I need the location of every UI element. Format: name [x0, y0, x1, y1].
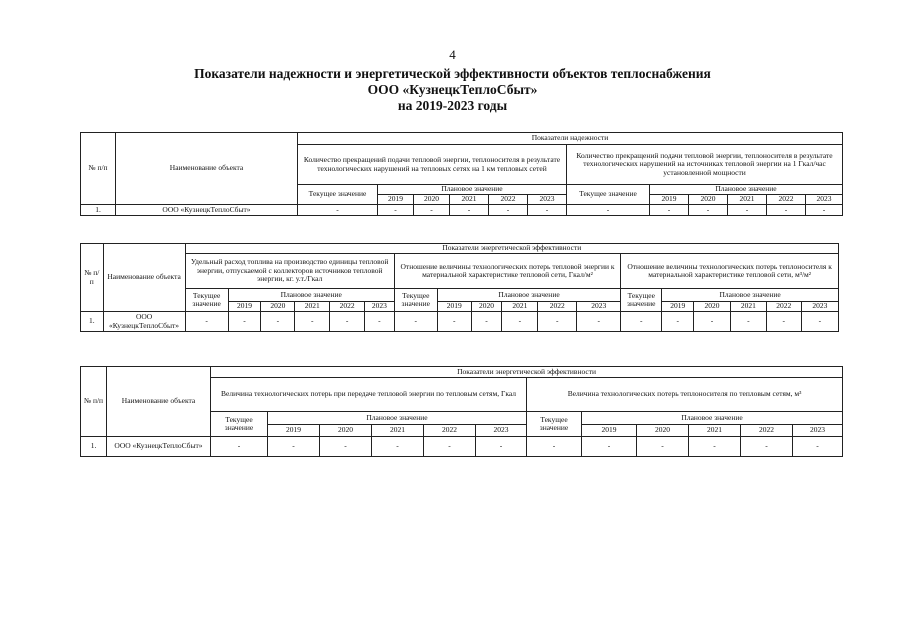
cell-value: - — [502, 312, 538, 332]
row-object: ООО «КузнецкТеплоСбыт» — [107, 437, 211, 457]
current-value-header: Текущее значение — [298, 185, 378, 205]
table-row — [81, 312, 839, 332]
year-header: 2021 — [728, 195, 767, 205]
cell-value: - — [766, 312, 801, 332]
year-header: 2019 — [228, 302, 261, 312]
year-header: 2019 — [582, 425, 637, 437]
col-object-header: Наименование объекта — [103, 244, 185, 312]
current-value-header: Текущее значение — [185, 289, 228, 312]
cell-value: - — [577, 312, 621, 332]
reliability-table — [80, 132, 843, 216]
year-header: 2020 — [414, 195, 450, 205]
indicator-header: Количество прекращений подачи тепловой энергии, теплоносителя в результате технологических нарушений на тепловых сетях на 1 км тепловых сетей — [298, 145, 567, 185]
energy-efficiency-table-2 — [80, 366, 843, 457]
year-header: 2021 — [689, 425, 741, 437]
current-value-header: Текущее значение — [394, 289, 437, 312]
indicator-header: Величина технологических потерь при передаче тепловой энергии по тепловым сетям, Гкал — [211, 378, 527, 412]
year-header: 2019 — [268, 425, 320, 437]
year-header: 2020 — [637, 425, 689, 437]
cell-value: - — [378, 205, 414, 216]
year-header: 2023 — [793, 425, 843, 437]
cell-value: - — [527, 437, 582, 457]
group-header: Показатели надежности — [298, 133, 843, 145]
year-header: 2019 — [437, 302, 471, 312]
cell-value: - — [394, 312, 437, 332]
cell-value: - — [295, 312, 330, 332]
cell-value: - — [662, 312, 694, 332]
table-row — [81, 437, 843, 457]
cell-value: - — [437, 312, 471, 332]
year-header: 2020 — [320, 425, 372, 437]
cell-value: - — [650, 205, 689, 216]
year-header: 2022 — [489, 195, 528, 205]
year-header: 2019 — [378, 195, 414, 205]
year-header: 2022 — [766, 302, 801, 312]
year-header: 2023 — [528, 195, 567, 205]
cell-value: - — [582, 437, 637, 457]
year-header: 2021 — [372, 425, 424, 437]
cell-value: - — [365, 312, 395, 332]
row-object: ООО «КузнецкТеплоСбыт» — [116, 205, 298, 216]
year-header: 2021 — [502, 302, 538, 312]
cell-value: - — [538, 312, 577, 332]
planned-value-header: Плановое значение — [378, 185, 567, 195]
cell-value: - — [637, 437, 689, 457]
cell-value: - — [414, 205, 450, 216]
indicator-header: Отношение величины технологических потерь тепловой энергии к материальной характеристике тепловой сети, Гкал/м² — [394, 254, 621, 289]
cell-value: - — [489, 205, 528, 216]
year-header: 2023 — [476, 425, 527, 437]
col-num-header: № п/п — [81, 367, 107, 437]
row-num: 1. — [81, 205, 116, 216]
cell-value: - — [211, 437, 268, 457]
year-header: 2023 — [801, 302, 838, 312]
current-value-header: Текущее значение — [621, 289, 662, 312]
cell-value: - — [424, 437, 476, 457]
cell-value: - — [185, 312, 228, 332]
current-value-header: Текущее значение — [567, 185, 650, 205]
year-header: 2019 — [662, 302, 694, 312]
planned-value-header: Плановое значение — [268, 412, 527, 425]
cell-value: - — [801, 312, 838, 332]
cell-value: - — [806, 205, 843, 216]
cell-value: - — [476, 437, 527, 457]
cell-value: - — [261, 312, 295, 332]
cell-value: - — [689, 437, 741, 457]
col-num-header: № п/п — [81, 133, 116, 205]
year-header: 2020 — [471, 302, 502, 312]
year-header: 2021 — [450, 195, 489, 205]
current-value-header: Текущее значение — [211, 412, 268, 437]
cell-value: - — [730, 312, 766, 332]
cell-value: - — [767, 205, 806, 216]
page-number: 4 — [449, 47, 456, 62]
row-num: 1. — [81, 437, 107, 457]
cell-value: - — [741, 437, 793, 457]
cell-value: - — [450, 205, 489, 216]
cell-value: - — [694, 312, 731, 332]
row-object: ООО «КузнецкТеплоСбыт» — [103, 312, 185, 332]
year-header: 2023 — [577, 302, 621, 312]
indicator-header: Количество прекращений подачи тепловой энергии, теплоносителя в результате технологических нарушений на источниках тепловой энергии на 1 Гкал/час установленной мощности — [567, 145, 843, 185]
year-header: 2019 — [650, 195, 689, 205]
cell-value: - — [372, 437, 424, 457]
indicator-header: Отношение величины технологических потерь теплоносителя к материальной характеристике тепловой сети, м³/м² — [621, 254, 839, 289]
year-header: 2020 — [689, 195, 728, 205]
year-header: 2023 — [806, 195, 843, 205]
year-header: 2022 — [538, 302, 577, 312]
year-header: 2022 — [424, 425, 476, 437]
title-line-3: на 2019-2023 годы — [397, 98, 508, 113]
cell-value: - — [689, 205, 728, 216]
cell-value: - — [567, 205, 650, 216]
year-header: 2022 — [741, 425, 793, 437]
title-line-1: Показатели надежности и энергетической эффективности объектов теплоснабжения — [194, 66, 711, 81]
row-num: 1. — [81, 312, 104, 332]
planned-value-header: Плановое значение — [650, 185, 843, 195]
cell-value: - — [621, 312, 662, 332]
indicator-header: Величина технологических потерь теплоносителя по тепловым сетям, м³ — [527, 378, 843, 412]
energy-efficiency-table-1 — [80, 243, 839, 332]
year-header: 2021 — [295, 302, 330, 312]
planned-value-header: Плановое значение — [437, 289, 620, 302]
planned-value-header: Плановое значение — [582, 412, 843, 425]
current-value-header: Текущее значение — [527, 412, 582, 437]
group-header: Показатели энергетической эффективности — [185, 244, 838, 254]
year-header: 2022 — [330, 302, 365, 312]
cell-value: - — [330, 312, 365, 332]
table-row — [81, 205, 843, 216]
cell-value: - — [298, 205, 378, 216]
cell-value: - — [793, 437, 843, 457]
planned-value-header: Плановое значение — [662, 289, 839, 302]
col-object-header: Наименование объекта — [107, 367, 211, 437]
cell-value: - — [528, 205, 567, 216]
cell-value: - — [228, 312, 261, 332]
cell-value: - — [320, 437, 372, 457]
year-header: 2020 — [694, 302, 731, 312]
year-header: 2020 — [261, 302, 295, 312]
col-object-header: Наименование объекта — [116, 133, 298, 205]
year-header: 2023 — [365, 302, 395, 312]
group-header: Показатели энергетической эффективности — [211, 367, 843, 378]
document-title — [0, 66, 905, 114]
planned-value-header: Плановое значение — [228, 289, 394, 302]
title-line-2: ООО «КузнецкТеплоСбыт» — [367, 82, 538, 97]
cell-value: - — [728, 205, 767, 216]
cell-value: - — [471, 312, 502, 332]
year-header: 2021 — [730, 302, 766, 312]
cell-value: - — [268, 437, 320, 457]
indicator-header: Удельный расход топлива на производство единицы тепловой энергии, отпускаемой с коллекторов источников тепловой энергии, кг. у.т./Гкал — [185, 254, 394, 289]
year-header: 2022 — [767, 195, 806, 205]
col-num-header: № п/п — [81, 244, 104, 312]
